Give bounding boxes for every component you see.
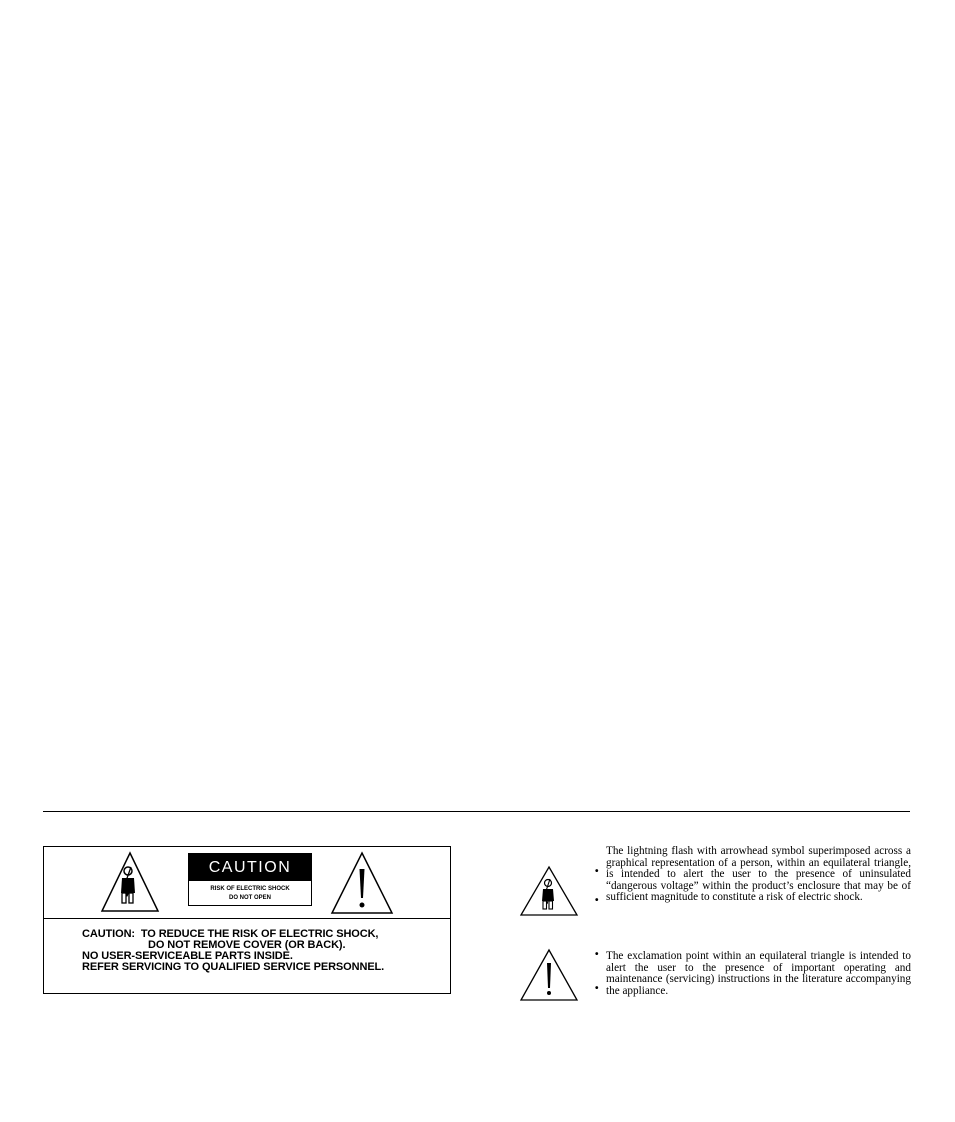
- caution-text-line-4: REFER SERVICING TO QUALIFIED SERVICE PERSONNEL.: [82, 961, 385, 973]
- caution-text: [82, 929, 448, 973]
- exclamation-symbol-description: The exclamation point within an equilateral triangle is intended to alert the user to the presence of important operating and maintenance (servicing) instructions in the literature accompanying the appliance.: [606, 950, 911, 997]
- caution-label-sub-line-2: DO NOT OPEN: [228, 894, 271, 901]
- bullet-dot: •: [595, 983, 599, 994]
- caution-text-line-1: CAUTION: TO REDUCE THE RISK OF ELECTRIC SHOCK,: [82, 928, 379, 940]
- caution-text-line-2: DO NOT REMOVE COVER (OR BACK).: [148, 939, 346, 951]
- exclamation-warning-icon: [330, 851, 394, 915]
- horizontal-rule: [43, 811, 910, 812]
- bullet-dot: •: [595, 949, 599, 960]
- person-shock-warning-icon: [519, 865, 579, 922]
- caution-label-subtext: [188, 881, 312, 906]
- person-shock-warning-icon: [100, 851, 160, 913]
- caution-label-box: [43, 846, 451, 994]
- caution-box-divider: [44, 918, 450, 919]
- caution-label: [188, 853, 312, 906]
- caution-text-line-3: NO USER-SERVICEABLE PARTS INSIDE.: [82, 950, 293, 962]
- lightning-symbol-description: The lightning flash with arrowhead symbol superimposed across a graphical representation of a person, within an equilateral triangle, is intended to alert the user to the presence of uninsulated “dangerous voltage” within the product’s enclosure that may be of sufficient magnitude to constitute a risk of electric shock.: [606, 845, 911, 904]
- caution-label-sub-line-1: RISK OF ELECTRIC SHOCK: [210, 886, 290, 892]
- symbol-explanations: [515, 843, 915, 1013]
- bullet-dot: •: [595, 866, 599, 877]
- bullet-dot: •: [595, 895, 599, 906]
- exclamation-warning-icon: [519, 948, 579, 1007]
- caution-label-header: CAUTION: [188, 853, 312, 881]
